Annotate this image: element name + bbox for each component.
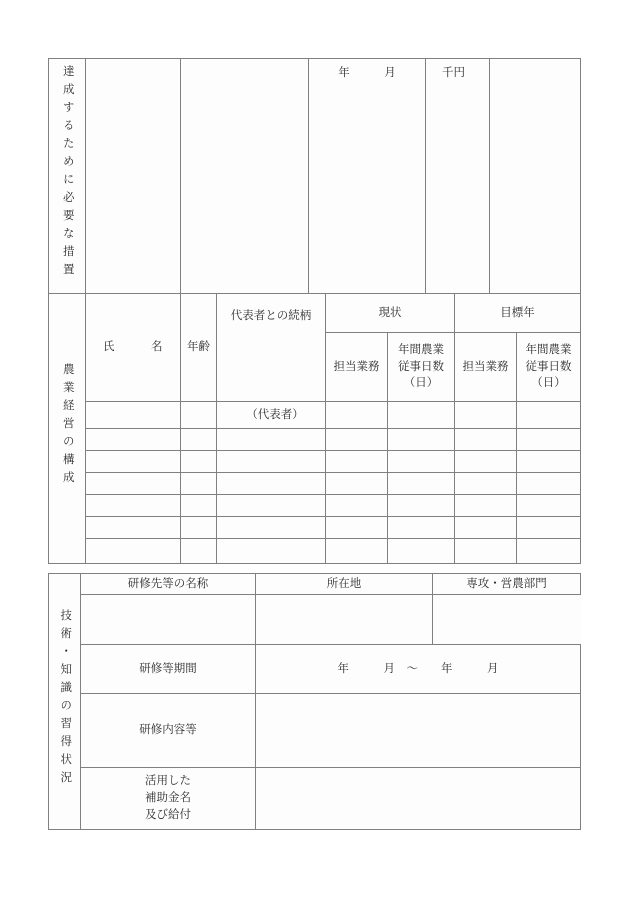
- training-row-label: 技術・知識の習得状況: [59, 608, 72, 789]
- training-period-label: 研修等期間: [81, 645, 256, 694]
- composition-table: [48, 293, 581, 564]
- composition-header-relation: 代表者との続柄: [217, 294, 326, 402]
- composition-header-target-year: 目標年: [455, 294, 581, 333]
- training-subsidy-label-line1: 活用した: [145, 775, 191, 788]
- training-header-institution: 研修先等の名称: [81, 574, 256, 595]
- composition-cell-days-target[interactable]: [517, 429, 581, 451]
- training-cell-location[interactable]: [256, 595, 433, 645]
- composition-header-days-target-line3: （日）: [531, 377, 566, 390]
- training-subsidy-label-line3: 及び給付: [145, 808, 191, 821]
- table-row: [49, 402, 581, 429]
- composition-cell-days-current[interactable]: [388, 473, 455, 495]
- composition-header-name: 氏 名: [86, 294, 181, 402]
- measures-row-label-cell: [49, 59, 86, 294]
- composition-header-days-target-line1: 年間農業: [525, 343, 572, 356]
- composition-cell-age[interactable]: [181, 517, 217, 539]
- table-row: [49, 495, 581, 517]
- composition-cell-days-target[interactable]: [517, 495, 581, 517]
- measures-row: [49, 59, 581, 294]
- composition-cell-days-current[interactable]: [388, 429, 455, 451]
- composition-cell-name[interactable]: [86, 517, 181, 539]
- composition-cell-name[interactable]: [86, 402, 181, 429]
- training-content-label: 研修内容等: [81, 694, 256, 768]
- composition-cell-duty-target[interactable]: [455, 429, 517, 451]
- composition-header-age: 年齢: [181, 294, 217, 402]
- training-header-row: [49, 574, 581, 595]
- composition-cell-days-target[interactable]: [517, 517, 581, 539]
- composition-cell-duty-target[interactable]: [455, 402, 517, 429]
- composition-cell-age[interactable]: [181, 539, 217, 564]
- training-period-value[interactable]: 年 月 ～ 年 月: [256, 645, 581, 694]
- composition-cell-age[interactable]: [181, 473, 217, 495]
- composition-header-days-current-line3: （日）: [403, 377, 439, 390]
- composition-cell-name[interactable]: [86, 495, 181, 517]
- training-period-row: [49, 645, 581, 694]
- training-cell-institution[interactable]: [81, 595, 256, 645]
- composition-header-days-current: [388, 333, 455, 402]
- composition-cell-duty-current[interactable]: [326, 451, 388, 473]
- composition-cell-duty-current[interactable]: [326, 495, 388, 517]
- training-header-major-field: 専攻・営農部門: [433, 574, 581, 595]
- composition-cell-days-current[interactable]: [388, 539, 455, 564]
- composition-header-group-row: [49, 294, 581, 333]
- training-subsidy-label: [81, 768, 256, 830]
- composition-cell-age[interactable]: [181, 495, 217, 517]
- composition-cell-duty-target[interactable]: [455, 495, 517, 517]
- training-row-label-cell: [49, 574, 81, 830]
- composition-cell-duty-current[interactable]: [326, 402, 388, 429]
- composition-cell-duty-current[interactable]: [326, 429, 388, 451]
- measures-cell-blank-1[interactable]: [86, 59, 181, 294]
- composition-cell-duty-current[interactable]: [326, 539, 388, 564]
- composition-cell-relation[interactable]: [217, 451, 326, 473]
- composition-cell-relation[interactable]: （代表者）: [217, 402, 326, 429]
- table-row: [49, 539, 581, 564]
- measures-cell-blank-2[interactable]: [181, 59, 309, 294]
- composition-cell-relation[interactable]: [217, 473, 326, 495]
- composition-cell-age[interactable]: [181, 429, 217, 451]
- composition-cell-days-target[interactable]: [517, 402, 581, 429]
- composition-cell-days-current[interactable]: [388, 495, 455, 517]
- composition-cell-days-current[interactable]: [388, 451, 455, 473]
- composition-header-current: 現状: [326, 294, 455, 333]
- measures-cell-blank-3[interactable]: [490, 59, 581, 294]
- training-subsidy-label-line2: 補助金名: [145, 792, 191, 805]
- measures-cell-thousand-yen[interactable]: 千円: [426, 59, 490, 294]
- composition-header-days-target-line2: 従事日数: [525, 360, 572, 373]
- training-subsidy-row: [49, 768, 581, 830]
- training-entry-row: [49, 595, 581, 645]
- training-table: [48, 573, 581, 830]
- composition-cell-relation[interactable]: [217, 495, 326, 517]
- composition-cell-age[interactable]: [181, 402, 217, 429]
- composition-row-label-cell: [49, 294, 86, 564]
- composition-cell-relation[interactable]: [217, 517, 326, 539]
- table-row: [49, 429, 581, 451]
- table-row: [49, 473, 581, 495]
- composition-cell-relation[interactable]: [217, 429, 326, 451]
- table-row: [49, 517, 581, 539]
- composition-cell-duty-target[interactable]: [455, 473, 517, 495]
- composition-cell-days-target[interactable]: [517, 473, 581, 495]
- composition-header-days-current-line2: 従事日数: [398, 360, 444, 373]
- composition-cell-duty-target[interactable]: [455, 517, 517, 539]
- composition-row-label: 農業経営の構成: [61, 362, 74, 489]
- composition-cell-relation[interactable]: [217, 539, 326, 564]
- table-row: [49, 451, 581, 473]
- composition-cell-days-target[interactable]: [517, 451, 581, 473]
- composition-cell-name[interactable]: [86, 539, 181, 564]
- training-header-location: 所在地: [256, 574, 433, 595]
- composition-cell-name[interactable]: [86, 429, 181, 451]
- measures-row-label: 達成するために必要な措置: [61, 65, 74, 282]
- training-subsidy-value[interactable]: [256, 768, 581, 830]
- composition-header-days-target: [517, 333, 581, 402]
- composition-cell-days-current[interactable]: [388, 517, 455, 539]
- composition-cell-name[interactable]: [86, 451, 181, 473]
- composition-cell-age[interactable]: [181, 451, 217, 473]
- composition-cell-days-target[interactable]: [517, 539, 581, 564]
- composition-cell-duty-current[interactable]: [326, 517, 388, 539]
- composition-header-duty-target: 担当業務: [455, 333, 517, 402]
- training-content-value[interactable]: [256, 694, 581, 768]
- measures-cell-year-month[interactable]: 年 月: [309, 59, 426, 294]
- composition-cell-days-current[interactable]: [388, 402, 455, 429]
- composition-cell-duty-current[interactable]: [326, 473, 388, 495]
- composition-cell-duty-target[interactable]: [455, 451, 517, 473]
- composition-cell-name[interactable]: [86, 473, 181, 495]
- composition-cell-duty-target[interactable]: [455, 539, 517, 564]
- measures-table: [48, 58, 581, 294]
- composition-header-days-current-line1: 年間農業: [398, 343, 444, 356]
- composition-header-duty-current: 担当業務: [326, 333, 388, 402]
- training-content-row: [49, 694, 581, 768]
- training-cell-major-field[interactable]: [433, 595, 581, 645]
